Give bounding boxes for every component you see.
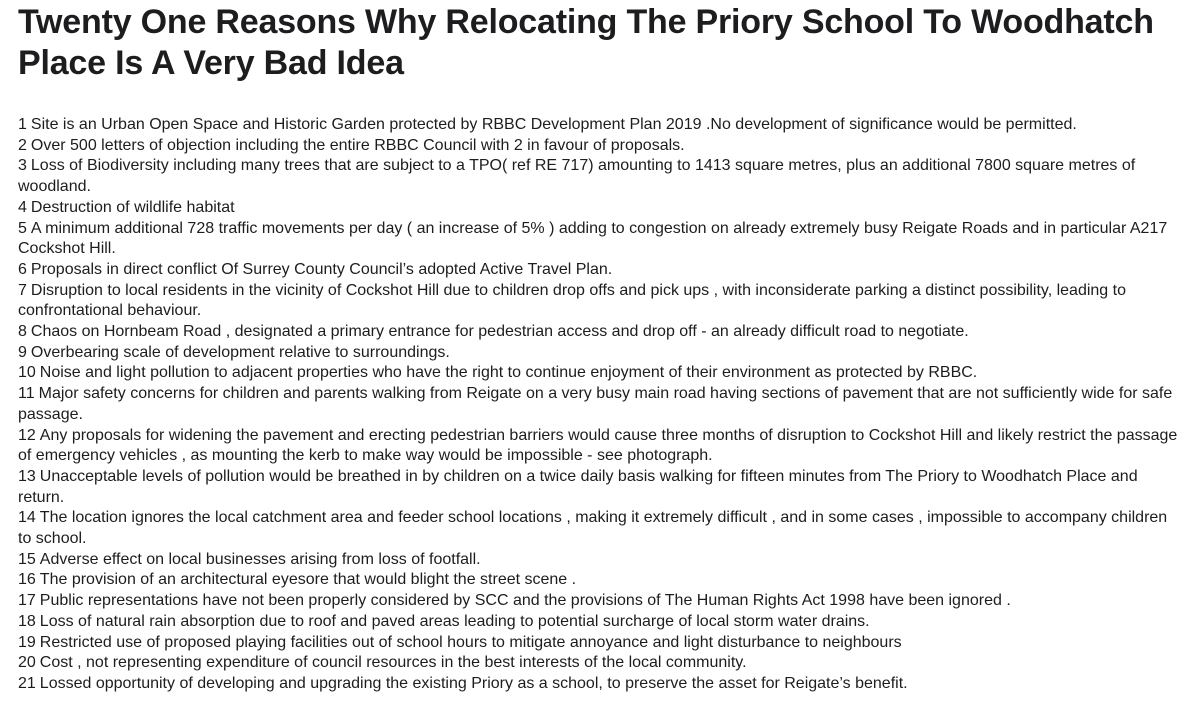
reason-text: A minimum additional 728 traffic movements per day ( an increase of 5% ) adding to congestion on already extremely busy Reigate Roads and in particular A217 Cockshot Hill.	[18, 219, 1168, 258]
reason-text: Noise and light pollution to adjacent properties who have the right to continue enjoyment of their environment as protected by RBBC.	[39, 364, 978, 382]
reason-text: The provision of an architectural eyesore that would blight the street scene .	[39, 571, 577, 589]
reason-text: Chaos on Hornbeam Road , designated a primary entrance for pedestrian access and drop off - an already difficult road to negotiate.	[30, 323, 969, 341]
reason-number: 12	[18, 426, 36, 444]
reason-number: 2	[18, 136, 27, 154]
reason-text: Any proposals for widening the pavement and erecting pedestrian barriers would cause three months of disruption to Cockshot Hill and likely restrict the passage of emergency vehicles , as mounting the kerb to make way would be impossible - see photograph.	[18, 426, 1178, 465]
reason-text: Destruction of wildlife habitat	[30, 198, 235, 216]
reason-item	[18, 136, 1182, 157]
reason-item	[18, 198, 1182, 219]
reason-number: 10	[18, 364, 36, 382]
reason-item	[18, 612, 1182, 633]
reason-text: Restricted use of proposed playing facilities out of school hours to mitigate annoyance and light disturbance to neighbours	[39, 633, 902, 651]
reason-text: Cost , not representing expenditure of council resources in the best interests of the local community.	[39, 654, 747, 672]
reason-item	[18, 343, 1182, 364]
reason-number: 20	[18, 654, 36, 672]
reason-item	[18, 115, 1182, 136]
reason-item	[18, 426, 1182, 467]
reason-number: 15	[18, 550, 36, 568]
reason-number: 4	[18, 198, 27, 216]
reason-number: 21	[18, 674, 36, 692]
reasons-list	[18, 115, 1182, 695]
reason-item	[18, 633, 1182, 654]
reason-item	[18, 384, 1182, 425]
reason-text: The location ignores the local catchment area and feeder school locations , making it extremely difficult , and in some cases , impossible to accompany children to school.	[18, 509, 1168, 548]
reason-item	[18, 550, 1182, 571]
reason-item	[18, 467, 1182, 508]
reason-number: 17	[18, 592, 36, 610]
reason-text: Adverse effect on local businesses arising from loss of footfall.	[39, 550, 481, 568]
reason-item	[18, 591, 1182, 612]
reason-text: Public representations have not been properly considered by SCC and the provisions of The Human Rights Act 1998 have been ignored .	[39, 592, 1011, 610]
reason-text: Loss of natural rain absorption due to roof and paved areas leading to potential surcharge of local storm water drains.	[39, 612, 870, 630]
reason-number: 14	[18, 509, 36, 527]
reason-text: Unacceptable levels of pollution would be breathed in by children on a twice daily basis walking for fifteen minutes from The Priory to Woodhatch Place and return.	[18, 467, 1138, 506]
reason-item	[18, 156, 1182, 197]
page-title: Twenty One Reasons Why Relocating The Priory School To Woodhatch Place Is A Very Bad Idea	[18, 3, 1154, 82]
reason-item	[18, 674, 1182, 695]
reason-number: 9	[18, 343, 27, 361]
reason-item	[18, 260, 1182, 281]
reason-number: 16	[18, 571, 36, 589]
reason-item	[18, 219, 1182, 260]
reason-number: 8	[18, 323, 27, 341]
reason-item	[18, 281, 1182, 322]
reason-text: Disruption to local residents in the vicinity of Cockshot Hill due to children drop offs and pick ups , with inconsiderate parking a distinct possibility, leading to confrontational behaviour.	[18, 281, 1126, 320]
reason-text: Loss of Biodiversity including many trees that are subject to a TPO( ref RE 717) amounting to 1413 square metres, plus an additional 7800 square metres of woodland.	[18, 157, 1136, 196]
reason-text: Overbearing scale of development relative to surroundings.	[30, 343, 450, 361]
reason-text: Major safety concerns for children and parents walking from Reigate on a very busy main road having sections of pavement that are not sufficiently wide for safe passage.	[18, 385, 1173, 423]
reason-number: 18	[18, 612, 36, 630]
reason-number: 3	[18, 157, 27, 175]
reason-text: Site is an Urban Open Space and Historic Garden protected by RBBC Development Plan 2019 .No development of significance would be permitted.	[30, 116, 1077, 133]
reason-text: Over 500 letters of objection including the entire RBBC Council with 2 in favour of proposals.	[30, 136, 685, 154]
reason-number: 1	[18, 116, 27, 133]
reason-item	[18, 653, 1182, 674]
reason-item	[18, 570, 1182, 591]
reason-item	[18, 363, 1182, 384]
reason-number: 5	[18, 219, 27, 237]
reason-text: Proposals in direct conflict Of Surrey County Council’s adopted Active Travel Plan.	[30, 260, 613, 278]
reason-number: 13	[18, 467, 36, 485]
reason-number: 19	[18, 633, 36, 651]
reason-text: Lossed opportunity of developing and upgrading the existing Priory as a school, to preserve the asset for Reigate’s benefit.	[39, 674, 908, 692]
reason-item	[18, 508, 1182, 549]
reason-item	[18, 322, 1182, 343]
reason-number: 11	[18, 385, 35, 403]
reason-number: 7	[18, 281, 27, 299]
reason-number: 6	[18, 260, 27, 278]
